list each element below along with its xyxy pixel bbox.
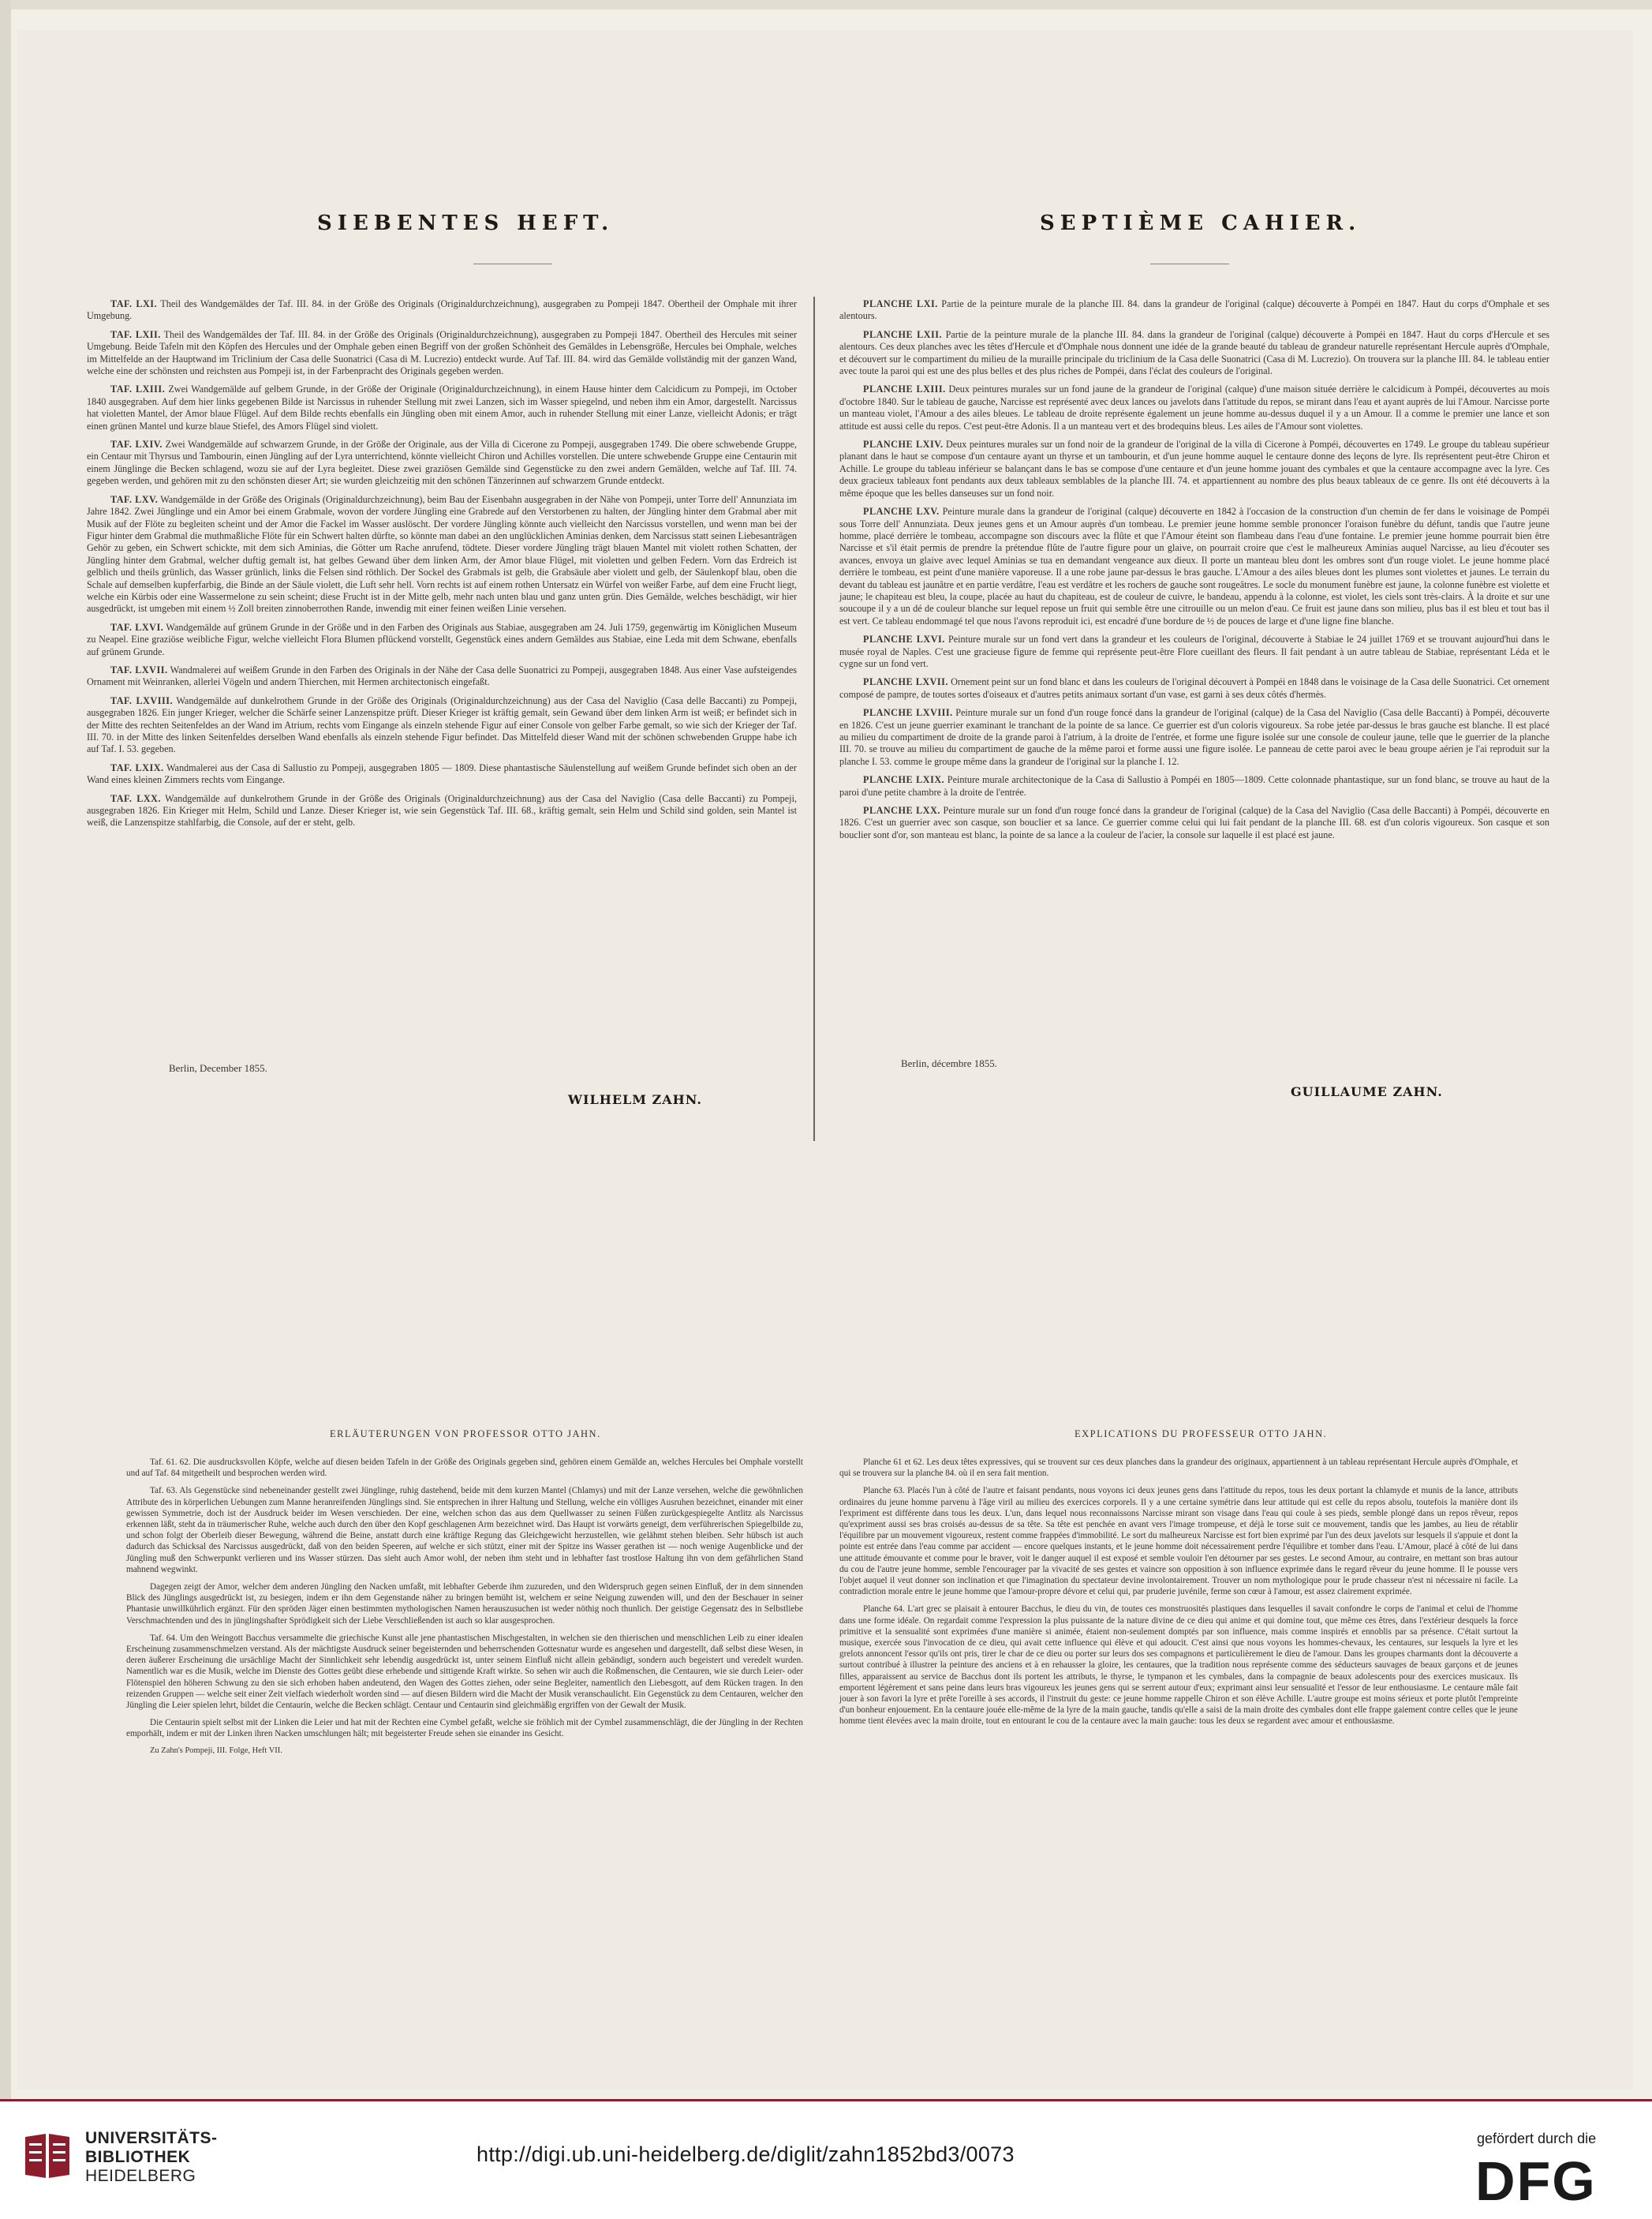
lower-right-subhead: EXPLICATIONS DU PROFESSEUR OTTO JAHN.: [1075, 1428, 1328, 1439]
left-dateline: Berlin, December 1855.: [169, 1062, 267, 1074]
entry-taf-68: TAF. LXVIII. Wandgemälde auf dunkelrothem Grunde in der Größe des Originals (Originaldurchzeichnung) aus der Casa del Naviglio (Casa delle Baccanti) zu Pompeji, ausgegraben 1826. Ein junger Krieger, welcher die Schärfe seiner Lanzenspitze prüft. Dieser Krieger ist kräftig gemalt, sein Gewand über dem linken Arm ist weiß; er befindet sich in der Mitte des rechten Seitenfeldes an der Wand im Atrium, rechts vom Eingange als einzeln stehende Figur auf einer Console von gelber Farbe gemalt, so wie sich der Krieger der Taf. III. 70. in der Mitte des linken Seitenfeldes derselben Wand ebenfalls als einzeln stehende Figur befindet. Das Mittelfeld dieser Wand mit der schönen schwebenden Gruppe habe ich auf Taf. I. 53. gegeben.: [87, 694, 798, 755]
left-column: [87, 298, 797, 836]
entry-planche-70: PLANCHE LXX. Peinture murale sur un fond d'un rouge foncé dans la grandeur de l'original (calque) de la Casa del Naviglio (Casa delle Baccanti) à Pompéi, découverte en 1826. C'est un guerrier avec son casque, son bouclier et sa lance. Ce guerrier comme celui qui lui fait pendant de la planche III. 68. est d'un coloris vigoureux. Son casque et son bouclier sont d'or, son manteau est blanc, la pointe de sa lance a la couleur de l'acier, la console sur laquelle il est placé est jaune.: [839, 805, 1549, 840]
jahn-de-paragraph: Dagegen zeigt der Amor, welcher dem anderen Jüngling den Nacken umfaßt, mit lebhafter Geberde ihm zuzureden, und den Widerspruch gegen seinen Einfluß, der in dem sinnenden Blick des Jünglings ausgedrückt ist, zu besiegen, indem er ihn dem Gegenstande näher zu bringen bemüht ist, welchem er seine Neigung zuwenden will, und den der Beschauer in seiner Phantasie unwillkührlich ergänzt. Für den spröden Jäger einen bestimmten mythologischen Namen herauszusuchen ist weder nöthig noch thunlich. Der geistige Gegensatz des in Selbstliebe Verschmachtenden und des in jünglingshafter Sprödigkeit sich der Liebe Verschließenden ist auch so klar ausgesprochen.: [126, 1582, 803, 1626]
entry-taf-64: TAF. LXIV. Zwei Wandgemälde auf schwarzem Grunde, in der Größe der Originale, aus der Villa di Cicerone zu Pompeji, ausgegraben 1749. Die obere schwebende Gruppe, ein Centaur mit Thyrsus und Tambourin, einen Jüngling auf der Lyra unterrichtend, könnte vielleicht Chiron und Achilles vorstellen. Die untere schwebende Gruppe eine Centaurin mit einem Jünglinge die Becken schlagend, wozu sie auf der Lyra begleitet. Diese zwei graziösen Gemälde sind Gegenstücke zu den zwei andern Gemälden, welche auf Taf. III. 74. gegeben werden, und gehören mit zu den schönsten dieser Art; sie wurden gleichzeitig mit den schönen Tänzerinnen auf schwarzem Grunde entdeckt.: [87, 439, 797, 487]
entry-planche-65: PLANCHE LXV. Peinture murale dans la grandeur de l'original (calque) découverte en 1842 à l'occasion de la construction d'un chemin de fer dans le voisinage de Pompéi sous Torre dell' Annunziata. Deux jeunes gens et un Amour auprès d'un tombeau. Le premier jeune homme semble prononcer l'oraison funèbre du défunt, tandis que l'autre jeune homme, placé derrière le tombeau, accompagne son discours avec la flûte et que l'Amour éteint son flambeau dans l'eau d'une fontaine. Le premier jeune homme pourrait bien être Narcisse et s'il était permis de prendre la prétendue flûte de l'autre figure pour un glaive, on pourrait croire que c'est le malheureux Aminias auquel Narcisse, au lieu d'écouter ses avances, envoya un glaive avec lequel Aminias se tua en demandant vengeance aux dieux. Il porte un manteau bleu dont les ombres sont d'un rouge violet. Le jeune homme placé derrière le tombeau, est peint d'une manière vaporeuse. Il a une robe jaune par-dessus le bras gauche. L'Amour a des ailes bleues dont les plumes sont violettes et jaunes. Le terrain du devant du tableau est jaunâtre et en partie verdâtre, l'eau est verdâtre et les rochers de gauche sont rougeâtres. Le socle du monument funèbre est jaune, la colonne funèbre est violette et jaune; le chapiteau est bleu, la coupe, placée au haut du chapiteau, est de couleur de cuivre, le bandeau, appendu à la colonne, est violet, les ciels sont très-clairs. À la droite et sur une soucoupe il y a un dé de couleur blanche sur lequel repose un fruit qui semble être une citrouille ou un melon d'eau. Ce fruit est jaune dans son milieu, plus bas il est bleu et tout bas il est vert. Ce tableau endommagé tel que nous l'avons reproduit ici, est encadré d'une bordure de ½ de pouces de large et d'une ligne fine blanche.: [839, 506, 1549, 627]
entry-taf-61: TAF. LXI. Theil des Wandgemäldes der Taf. III. 84. in der Größe des Originals (Originaldurchzeichnung), ausgegraben zu Pompeji 1847. Obertheil der Omphale mit ihrer Umgebung.: [87, 298, 797, 322]
lower-left-column: [126, 1457, 803, 1755]
lower-right-column: [839, 1457, 1518, 1734]
column-separator: [813, 297, 815, 1141]
entry-planche-64: PLANCHE LXIV. Deux peintures murales sur un fond noir de la grandeur de l'original de la villa di Cicerone à Pompéi, découvertes en 1749. Le groupe du tableau supérieur planant dans le haut se compose d'un centaure ayant un thyrse et un tambourin, et d'un jeune homme auquel le centaure donne des leçons de lyre. Ils représentent peut-être Chiron et Achille. Le groupe du tableau inférieur se balançant dans le bas se compose d'une centaure et d'un jeune homme jouant des cymbales et que la centaure accompagne avec la lyre. Ces deux gracieux tableaux font pendants aux deux tableaux semblables de la planche III. 74. et appartiennent au nombre des plus beaux tableaux de ce genre. Ils ont été découverts à la même époque que les belles danseuses sur un fond noir.: [839, 439, 1549, 499]
lower-left-subhead: ERLÄUTERUNGEN VON PROFESSOR OTTO JAHN.: [330, 1428, 601, 1439]
entry-planche-63: PLANCHE LXIII. Deux peintures murales sur un fond jaune de la grandeur de l'original (calque) d'une maison située derrière le calcidicum à Pompéi, découvertes au mois d'octobre 1840. Sur le tableau de gauche, Narcisse est représenté avec deux lances ou javelots dans l'attitude du repos, se mirant dans l'eau et ayant auprès de lui l'Amour. Narcisse porte un manteau violet, l'Amour a des ailes bleues. Le tableau de droite représente également un jeune homme au-dessus duquel il y a un Amour. Il a comme le premier une lance et son attitude est aussi celle du repos. C'est peut-être Adonis. Il a un manteau vert et des brodequins bleus. Les ailes de l'Amour sont violettes.: [839, 384, 1549, 432]
jahn-de-paragraph: Taf. 63. Als Gegenstücke sind nebeneinander gestellt zwei Jünglinge, ruhig dastehend, beide mit dem kurzen Mantel (Chlamys) und mit der Lanze versehen, welche die gewöhnlichen Attribute des in körperlichen Uebungen zum Manne heranreifenden Jünglings sind. Sie entsprechen in ihrer Haltung und Stellung, welche ein völliges Ausruhen bezeichnet, einander mit einer gewissen Symmetrie, doch ist der Ausdruck beider im Wesen verschieden. Der eine, welchen schon das aus dem Quellwasser zu seinen Füßen zurückgespiegelte Antlitz als Narcissus erkennen läßt, steht da in träumerischer Ruhe, welche auch durch den über den Kopf geschlagenen Arm bezeichnet wird. Das Haupt ist vorwärts geneigt, dem verführerischen Spiegelbilde zu, und schon folgt der Oberleib dieser Bewegung, während die Beine, anstatt durch eine kräftige Regung das Gleichgewicht herzustellen, wie gelähmt stehen bleiben. Sehr hübsch ist auch dadurch das Schicksal des Narcissus ausgedrückt, daß von den beiden Speeren, auf welche er sich stützt, einer mit der Spitze ins Wasser gerathen ist — noch wenige Augenblicke und der Jüngling muß den Schwerpunkt verlieren und ins Wasser stürzen. Das sieht auch Amor wohl, der neben ihm steht und in lebhafter fast trostlose Haltung ihn von dem gefährlichen Stand mahnend wegwinkt.: [126, 1486, 803, 1574]
right-signature: GUILLAUME ZAHN.: [1291, 1084, 1443, 1099]
entry-taf-63: TAF. LXIII. Zwei Wandgemälde auf gelbem Grunde, in der Größe der Originale (Originaldurchzeichnung), in einem Hause hinter dem Calcidicum zu Pompeji, im October 1840 ausgegraben. Auf dem hier links gegebenen Bilde ist Narcissus in ruhender Stellung mit zwei Lanzen, sich im Wasser spiegelnd, und neben ihm ein Amor, dargestellt. Narcissus hat violetten Mantel, der Amor blaue Flügel. Auf dem Bilde rechts ebenfalls ein Jüngling oben mit einem Amor, auch in ruhender Stellung mit einer Lanze, vielleicht Adonis; er trägt einen grünen Mantel und kurze blaue Stiefel, des Amors Flügel sind violett.: [87, 384, 798, 432]
entry-taf-65: TAF. LXV. Wandgemälde in der Größe des Originals (Originaldurchzeichnung), beim Bau der Eisenbahn ausgegraben in der Nähe von Pompeji, unter Torre dell' Annunziata im Jahre 1842. Zwei Jünglinge und ein Amor bei einem Grabmale, wovon der vordere Jüngling eine Grabrede auf den Verstorbenen zu halten, der Jüngling hinter dem Grabmal aber mit Musik auf der Flöte zu begleiten scheint und der Amor die Fackel im Wasser auslöscht. Der vordere Jüngling könnte auch vielleicht den Narcissus vorstellen, und wenn man bei der Figur hinter dem Grabmal die muthmaßliche Flöte für ein Schwert halten dürfte, so könnte man dabei an den unglücklichen Aminias denken, dem Narcissus statt seinen Liebesanträgen Gehör zu geben, ein Schwert schickte, mit dem sich Aminias, die Götter um Rache anrufend, tödtete. Dieser vordere Jüngling trägt blauen Mantel mit violett rothen Schatten, der Jüngling hinter dem Grabmal, welcher duftig gemalt ist, hat gelbes Gewand über dem linken Arm, der Amor blaue Flügel, mit violetten und gelben Federn. Vorn das Erdreich ist gelblich und theils grünlich, das Wasser grünlich, links die Felsen sind röthlich. Der Sockel des Grabmals ist gelb, die Grabsäule aber violett und gelb, der Säulenkopf blau, oben die Schale auf demselben kupferfarbig, die Binde an der Säule violett, die Luft sehr hell. Vorn rechts ist auf einem rothen Untersatz ein Würfel von weißer Farbe, auf dem eine Frucht liegt, welche ein Kürbis oder eine Wassermelone zu sein scheint; diese Frucht ist in der Mitte gelb, mehr nach unten blau und ganz unten grün. Dies Gemälde, welches beschädigt, wir hier ausgedrückt, ist umgeben mit einem ½ Zoll breiten zinnoberrothen Rande, inwendig mit einer feinen weißen Linie versehen.: [87, 493, 798, 615]
left-signature: WILHELM ZAHN.: [568, 1092, 702, 1107]
sponsor-label: gefördert durch die: [1477, 2131, 1597, 2146]
entry-taf-67: TAF. LXVII. Wandmalerei auf weißem Grunde in den Farben des Originals in der Nähe der Casa delle Suonatrici zu Pompeji, ausgegraben 1848. Aus einer Vase aufsteigendes Ornament mit Weinranken, allerlei Vögeln und andern Thierchen, mit Hermen architectonisch eingefaßt.: [87, 664, 797, 688]
entry-planche-68: PLANCHE LXVIII. Peinture murale sur un fond d'un rouge foncé dans la grandeur de l'original (calque) de la Casa del Naviglio (Casa delle Baccanti) à Pompéi, découverte en 1826. C'est un jeune guerrier examinant le tranchant de la pointe de sa lance. Ce guerrier est d'un coloris vigoureux. Sa robe jetée par-dessus le bras gauche est blanche. Il est placé au milieu du compartiment de droite de la grande paroi à l'atrium, à la droite de l'entrée, et forme une figure isolée sur une console de couleur jaune, telle que le guerrier de la planche III. 70. se trouve au milieu du compartiment de gauche de la même paroi et forme aussi une figure isolée. Le panneau de cette paroi avec le beau groupe aérien je l'ai reproduit sur la planche I. 53. comme le groupe même dans la grandeur de l'original sur la planche I. 12.: [839, 707, 1549, 767]
entry-planche-61: PLANCHE LXI. Partie de la peinture murale de la planche III. 84. dans la grandeur de l'original (calque) découverte à Pompéi en 1847. Haut du corps d'Omphale et ses alentours.: [839, 298, 1550, 322]
entry-planche-67: PLANCHE LXVII. Ornement peint sur un fond blanc et dans les couleurs de l'original découvert à Pompéi en 1848 dans le voisinage de la Casa delle Suonatrici. Cet ornement composé de pampre, de toutes sortes d'oiseaux et d'autres petits animaux sortant d'un vase, est garni à ses deux côtés d'hermès.: [839, 676, 1550, 700]
right-heading: SEPTIÈME CAHIER.: [1040, 211, 1362, 235]
entry-planche-66: PLANCHE LXVI. Peinture murale sur un fond vert dans la grandeur et les couleurs de l'original, découverte à Stabiae le 24 juillet 1769 et se trouvant aujourd'hui dans le musée royal de Naples. C'est une gracieuse figure de femme qui représente peut-être Flore cueillant des fleurs. Il fait pendant à un autre tableau de Stabiae, représentant Léda et le cygne sur un fond vert.: [839, 634, 1550, 669]
right-column: [839, 298, 1549, 848]
left-heading: SIEBENTES HEFT.: [317, 211, 615, 235]
page-left-edge: [0, 0, 11, 2099]
library-name: [85, 2129, 218, 2186]
footnote: Zu Zahn's Pompeji, III. Folge, Heft VII.: [150, 1746, 282, 1755]
library-name-line3: HEIDELBERG: [85, 2167, 196, 2185]
jahn-fr-paragraph: Planche 64. L'art grec se plaisait à entourer Bacchus, le dieu du vin, de toutes ces monstruosités plastiques dans lesquelles il savait confondre le corps de l'animal et celui de l'homme dans une forme idéale. On regardait comme l'expression la plus puissante de la nature divine de ce dieu qui anime et qui domine tout, que même ces êtres, dans l'extérieur desquels la force primitive et la sensualité sont exprimées d'une manière si animée, étaient non-seulement domptés par son influence, mais comme inspirés et ennoblis par sa présence. C'était surtout la musique, exercée sous l'invocation de ce dieu, qui avait cette influence qui élève et qui adoucit. C'est ainsi que nous voyons les hommes-chevaux, les centaures, sur lesquels la lyre et les grelots annoncent l'essor qu'ils ont pris, tirer le char de ce dieu ou porter sur leurs dos ses compagnons et particulièrement le dieu de l'amour. Dans les groupes charmants dont la découverte a surtout contribué à illustrer la peinture des anciens et à en rehausser la gloire, les centaures, que la tradition nous représente comme des séducteurs sauvages de beaux garçons et de jeunes filles, apparaissent au service de Bacchus dont ils portent les attributs, le thyrse, le tympanon et les cymbales, dans la compagnie de beaux adolescents pour des exercices musicaux. Ils emportent légèrement et sans peine dans leurs bras vigoureux les jeunes gens qui se serrent autour d'eux; exprimant ainsi leur sensualité et l'essor de leur enthousiasme. Le centaure mâle fait jouer à son favori la lyre et prête l'oreille à ses accords, il l'instruit du geste: ce jeune homme rappelle Chiron et son élève Achille. L'autre groupe est moins sérieux et porte plutôt l'empreinte d'un bonheur enjouement. En la centaure jouée elle-même de la lyre de la main gauche, tandis qu'elle a saisi de la main droite des cymbales dont elle frappe gaiement contre celles que le jeune homme tient élevées avec la main droite, tout en entourant le cou de la centaure avec la main gauche: tous les deux se regardent avec amour et enthousiasme.: [839, 1604, 1518, 1727]
library-name-line2: BIBLIOTHEK: [85, 2148, 191, 2166]
entry-planche-62: PLANCHE LXII. Partie de la peinture murale de la planche III. 84. dans la grandeur de l'original (calque) découverte à Pompéi en 1847. Haut du corps d'Hercule et ses alentours. Ces deux planches avec les têtes d'Hercule et d'Omphale nous donnent une idée de la grande beauté du tableau de grandeur naturelle représentant Hercule auprès d'Omphale, et découvert sur le compartiment du milieu de la muraille principale du triclinium de la Casa delle Suonatrici (Casa di M. Lucrezio). On trouvera sur la planche III. 84. le tableau entier avec toute la paroi qui est une des plus belles et des plus riches de Pompéi, dans l'éclat des couleurs de l'original.: [839, 328, 1549, 377]
digital-object-url[interactable]: http://digi.ub.uni-heidelberg.de/diglit/zahn1852bd3/0073: [477, 2142, 1015, 2166]
page-top-edge: [0, 0, 1652, 9]
dfg-logo-text: DFG: [1475, 2154, 1597, 2205]
jahn-de-paragraph: Taf. 64. Um den Weingott Bacchus versammelte die griechische Kunst alle jene phantastischen Mischgestalten, in welchen sie den thierischen und menschlichen Leib zu einer idealen Erscheinung zusammenschmelzen verstand. Als der mächtigste Ausdruck seiner begeisternden und beherrschenden Gottesnatur wurde es angesehen und dargestellt, daß selbst diese Wesen, in deren äußerer Erscheinung die ursächlige Macht der Sinnlichkeit sehr lebendig ausgedrückt ist, unter seinem Einfluß nicht allein gebändigt, sondern auch begeistert und veredelt wurden. Namentlich war es die Musik, welche im Dienste des Gottes geübt diese erhebende und sittigende Kraft wirkte. So sehen wir auch die Roßmenschen, die Centauren, wie sie durch Leier- oder Flötenspiel den höheren Schwung zu den sie sich erhoben haben andeutend, den Wagen des Gottes ziehen, oder seine Begleiter, namentlich den Liebesgott, auf dem Rücken tragen. In den reizenden Gruppen — welche seit einer Zeit vielfach wiederholt worden sind — auf diesen Bildern wird die Macht der Musik veranschaulicht. Ein Gegenstück zu dem Centauren, welcher den Jüngling die Leier spielen lehrt, bildet die Centaurin, welche die Becken schlägt. Centaur und Centaurin sind gleichmäßig ergriffen von der Gewalt der Musik.: [126, 1633, 803, 1711]
jahn-fr-paragraph: Planche 61 et 62. Les deux têtes expressives, qui se trouvent sur ces deux planches dans la grandeur des originaux, appartiennent à un tableau représentant Hercule auprès d'Omphale, et qui se trouvera sur la planche 84. où il en sera fait mention.: [839, 1458, 1518, 1479]
jahn-de-paragraph: Die Centaurin spielt selbst mit der Linken die Leier und hat mit der Rechten eine Cymbel gefaßt, welche sie fröhlich mit der Cymbel zusammenschlägt, die der Jüngling in der Rechten emporhält, indem er mit der Linken ihren Nacken umschlungen hält; mit begeisterter Freude sehen sie einander ins Gesicht.: [126, 1718, 803, 1739]
jahn-de-paragraph: Taf. 61. 62. Die ausdrucksvollen Köpfe, welche auf diesen beiden Tafeln in der Größe des Originals gegeben sind, gehören einem Gemälde an, welches Hercules bei Omphale vorstellt und auf Taf. 84 mitgetheilt und besprochen werden wird.: [126, 1458, 803, 1479]
entry-taf-66: TAF. LXVI. Wandgemälde auf grünem Grunde in der Größe und in den Farben des Originals aus Stabiae, ausgegraben am 24. Juli 1759, gegenwärtig im Königlichen Museum zu Neapel. Eine graziöse weibliche Figur, welche vielleicht Flora Blumen pflückend vorstellt, Gegenstück eines andern Gemäldes aus Stabiae, eine Leda mit dem Schwane, ebenfalls auf grünem Grunde.: [87, 621, 797, 657]
university-library-logo-icon: [22, 2131, 73, 2181]
entry-taf-70: TAF. LXX. Wandgemälde auf dunkelrothem Grunde in der Größe des Originals (Originaldurchzeichnung) aus der Casa del Naviglio (Casa delle Baccanti) zu Pompeji, ausgegraben 1826. Ein Krieger mit Helm, Schild und Lanze. Dieser Krieger ist, wie sein Gegenstück Taf. III. 68., kräftig gemalt, sein Helm und Schild sind golden, sein Mantel ist weiß, die Lanzenspitze stahlfarbig, die Console, auf der er steht, gelb.: [87, 792, 798, 829]
dfg-logo-icon: [1475, 2154, 1633, 2205]
library-name-line1: UNIVERSITÄTS-: [85, 2129, 218, 2147]
footer-rule: [0, 2099, 1652, 2101]
entry-planche-69: PLANCHE LXIX. Peinture murale architectonique de la Casa di Sallustio à Pompéi en 1805—1809. Cette colonnade phantastique, sur un fond blanc, se trouve au haut de la paroi d'une petite chambre à la droite de l'entrée.: [839, 774, 1550, 798]
footer-bar: [0, 2099, 1652, 2219]
entry-taf-69: TAF. LXIX. Wandmalerei aus der Casa di Sallustio zu Pompeji, ausgegraben 1805 — 1809. Diese phantastische Säulenstellung auf weißem Grunde befindet sich oben an der Wand eines kleinen Zimmers rechts vom Eingange.: [87, 761, 797, 786]
entry-taf-62: TAF. LXII. Theil des Wandgemäldes der Taf. III. 84. in der Größe des Originals (Originaldurchzeichnung), ausgegraben zu Pompeji 1847. Obertheil des Hercules mit seiner Umgebung. Beide Tafeln mit den Köpfen des Hercules und der Omphale geben einen Begriff von der großen Schönheit des Gemäldes in Lebensgröße, Hercules bei Omphale, welches im Mittelfelde an der Hauptwand im Triclinium der Casa delle Suonatrici (Casa di M. Lucrezio) entdeckt wurde. Auf Taf. III. 84. wird das Gemälde vollständig mit der ganzen Wand, welche eine der schönsten und reichsten aus Pompeji ist, in der Farbenpracht des Originals gegeben werden.: [87, 328, 798, 377]
jahn-fr-paragraph: Planche 63. Placés l'un à côté de l'autre et faisant pendants, nous voyons ici deux jeunes gens dans l'attitude du repos, tous les deux portant la chlamyde et munis de la lance, attributs ordinaires du jeune homme parvenu à l'âge viril au milieu des exercices corporels. Il y a une certaine symétrie dans leur attitude qui est celle du repos absolu, toutefois la manière dont ils l'expriment est différente dans tous les deux. L'un, dans lequel nous reconnaissons Narcisse mirant son visage dans l'eau qui coule à ses pieds, semble plongé dans un repos rêveur, repos qu'expriment aussi ses bras croisés au-dessus de sa tête. Sa tête est penchée en avant vers l'image trompeuse, et déjà le torse suit ce mouvement, tandis que les jambes, au lieu de rétablir l'équilibre par un mouvement vigoureux, restent comme frappées d'immobilité. Le sort du malheureux Narcisse est fort bien exprimé par l'un des deux javelots sur lesquels il s'appuie et dont la pointe est entrée dans l'eau comme par accident — encore quelques instants, et le jeune homme doit nécessairement perdre l'équilibre et tomber dans l'eau. L'Amour, placé à côté de lui dans une attitude émouvante et comme pour le braver, voit le danger auquel il est exposé et semble vouloir l'en détourner par ses gestes. Le second Amour, au contraire, en mettant son bras autour du cou de l'autre jeune homme, semble l'encourager par la vivacité de ses gestes et vaincre son opposition à son influence exprimée dans le regard rêveur du jeune homme. Il le pousse vers l'objet auquel il veut donner son inclination et que l'imagination du spectateur devine involontairement. Trouver un nom mythologique pour le prude chasseur n'est ni nécessaire ni facile. La contradiction morale entre le jeune homme que l'amour-propre dévore et celui qui, par pruderie juvénile, ferme son cœur à l'amour, est assez clairement exprimée.: [839, 1486, 1518, 1597]
right-dateline: Berlin, décembre 1855.: [901, 1057, 998, 1069]
